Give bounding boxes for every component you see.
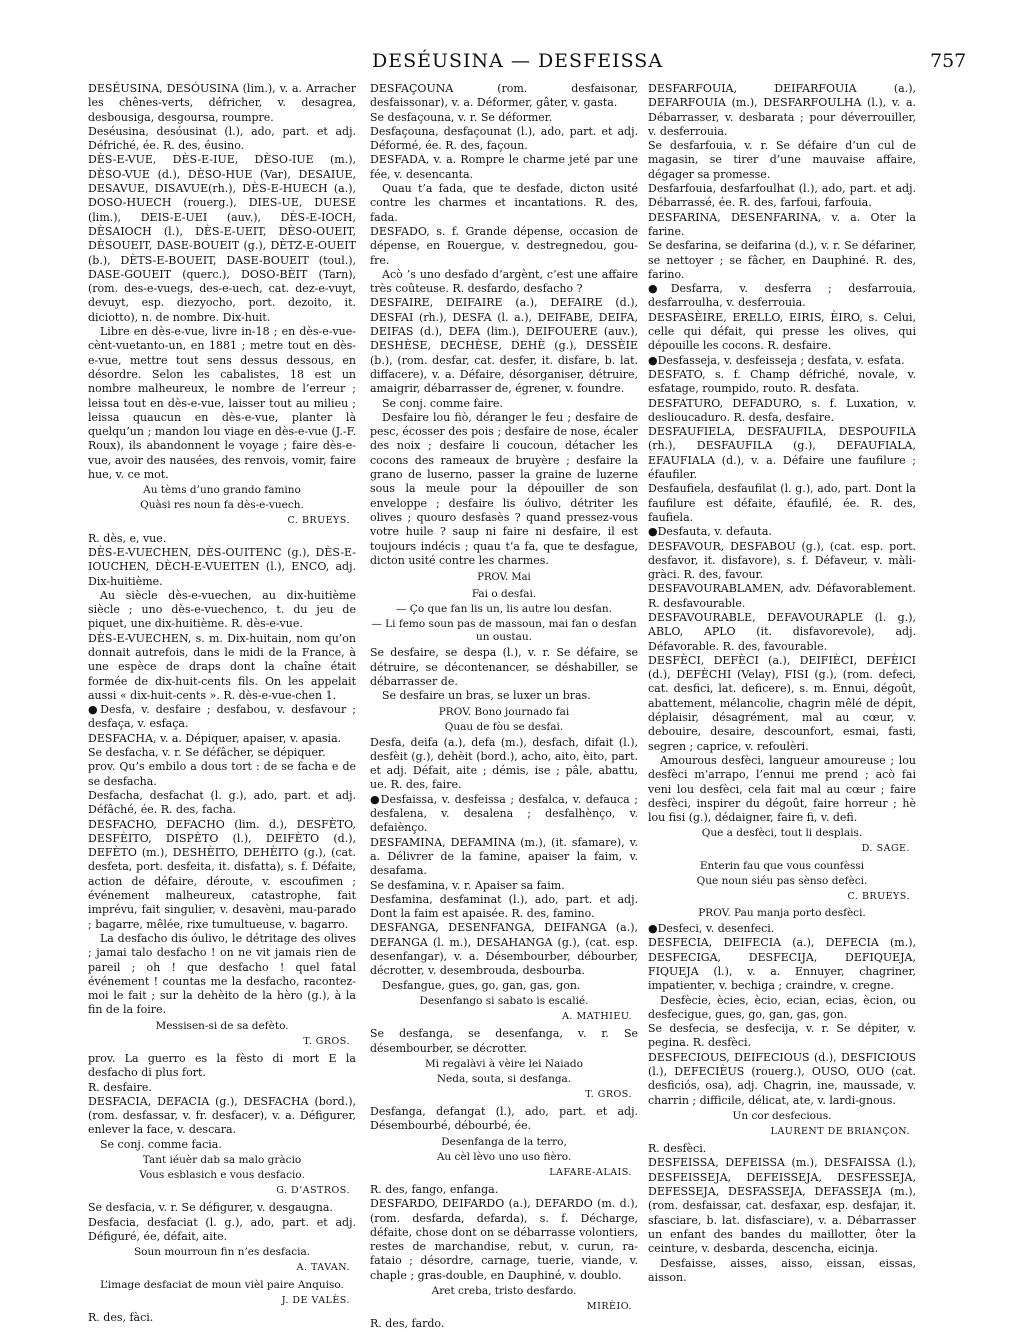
quotation-line: Au cèl lèvo uno uso fièro. [436,1150,572,1163]
dictionary-entry: Se conj. comme faire. [382,396,503,410]
quotation-line: Un cor desfecious. [732,1109,832,1122]
dictionary-entry: prov. La guerro es la fèsto di mort E la desfacho di plus fort. [88,1052,356,1080]
dictionary-entry: Se desfacha, v. r. Se défâcher, se dépiquer. [88,746,326,760]
quotation-line: Mi regalàvi à vèire lei Naiado [425,1057,583,1070]
quotation-line: Aret creba, tristo desfardo. [431,1285,577,1298]
column-left [88,82,356,1324]
quotation-line: L’image desfaciat de moun vièl paire Anquiso. [100,1278,344,1291]
quotation-line: Desenfango si sabato is escalié. [419,994,589,1007]
quotation-author: J. DE VALÈS. [281,1294,350,1306]
dictionary-entry: DESFACHO, DEFACHO (lim. d.), DESFÈTO, DESFÈITO, DISPÈTO (l.), DEIFÈTO (d.), DEFÈTO (m.), DESHÈITO, DEHÈITO (g.), (cat. desfeta, port. desfeita, it. disfatta), s. f. Défaite, action de défaire, déroute, v. escoufimen ; événement malheureux, catastrophe, fait imprévu, fait singulier, v. desavèni, mau-parado ; bagarre, mêlée, rixe tumultueuse, v. bagarro. [88,817,356,931]
dictionary-entry: DESFAIRE, DEIFAIRE (a.), DEFAIRE (d.), DESFAI (rh.), DESFA (l. a.), DEIFABE, DEIFA, DEIFAS (d.), DEFA (lim.), DEIFOUERE (auv.), DESHÈSE, DECHÈSE, DEHÈ (g.), DESSÈIE (b.), (rom. desfar, cat. desfer, it. disfare, b. lat. diffacere), v. a. Défaire, désorganiser, détruire, amaigrir, débarrasser de, égrener, v. foundre. [370,296,638,396]
dictionary-entry: Se desfecia, se desfecija, v. r. Se dépiter, v. pegina. R. desfèci. [648,1022,916,1050]
dictionary-entry: Desfacha, desfachat (l. g.), ado, part. et adj. Défâché, ée. R. des, facha. [88,788,356,817]
quotation-author: LAURENT DE BRIANÇON. [770,1125,910,1137]
dictionary-entry: DESFATO, s. f. Champ défriché, novale, v. esfatage, roumpido, routo. R. desfata. [648,367,916,396]
quotation-author: A. MATHIEU. [562,1010,632,1022]
quotation-author: G. D’ASTROS. [276,1185,350,1197]
dictionary-entry: DESFADA, v. a. Rompre le charme jeté par une fée, v. desencanta. [370,153,638,181]
dictionary-entry: DESFAUFIELA, DESFAUFILA, DESPOUFILA (rh.), DESFAUFILA (g.), DEFAUFIALA, EFAUFIALA (d.), v. a. Défaire une faufilure ; éfaufiler. [648,425,916,482]
dictionary-entry: Desfacia, desfaciat (l. g.), ado, part. et adj. Défiguré, ée, défait, aite. [88,1215,356,1243]
quotation-line: PROV. Pau manja porto desfèci. [698,907,866,920]
dictionary-entry: DESFAVOUR, DESFABOU (g.), (cat. esp. port. desfavor, it. disfavore), s. f. Défaveur, v. màli-gràci. R. des, favour. [648,539,916,582]
quotation-line: PROV. Bono journado fai [438,705,570,718]
page-header [0,50,1024,80]
dictionary-entry: Desfarfouia, desfarfoulhat (l.), ado, part. et adj. Débarrassé, ée. R. des, farfoui, farfouia. [648,182,916,210]
dictionary-entry: La desfacho dis óulivo, le détritage des olives ; jamai talo desfacho ! on ne vit jamais rien de pareil ; oh ! que desfacho ! quel fatal événement ! countas me la desfacho, racontez-moi le fait ; sur la dehèito de la hèro (g.), à la fin de la foire. [88,931,356,1017]
dictionary-entry: R. desfèci. [648,1142,707,1156]
dictionary-entry: Amourous desfèci, langueur amoureuse ; lou desfèci m’arrapo, l’ennui me prend ; acò fai veni lou desfèci, cela fait mal au cœur ; faire desfèci, inspirer du dégoût, faire horreur ; hè lou fisi (g.), dédaigner, faire fi, v. defi. [648,753,916,825]
dictionary-entry: DESFANGA, DESENFANGA, DEIFANGA (a.), DEFANGA (l. m.), DESAHANGA (g.), (cat. esp. desenfangar), v. a. Désembourber, débourber, décrotter, v. desembrouda, desbourba. [370,921,638,978]
running-head: DESÉUSINA — DESFEISSA [372,50,664,72]
dictionary-entry: Se desfanga, se desenfanga, v. r. Se désembourber, se décrotter. [370,1027,638,1055]
dictionary-entry: Desfècie, ècies, ècio, ecian, ecias, ècion, ou desfecigue, gues, go, gan, gas, gon. [648,993,916,1021]
dictionary-entry: ●Desfauta, v. defauta. [648,525,772,539]
dictionary-entry: DESFÈCI, DEFÈCI (a.), DEIFIÈCI, DEFÈICI (d.), DEFÈCHI (Velay), FISI (g.), (rom. defeci, cat. desfici, lat. deficere), s. m. Ennui, dégoût, abattement, mélancolie, chagrin mêlé de dépit, déplaisir, désagrément, mal au cœur, v. debouire, desaire, descounfort, esmai, fasti, segren ; caprice, v. refoulèri. [648,653,916,753]
dictionary-entry: R. desfaire. [88,1080,152,1094]
column-right [648,82,916,1282]
quotation-author: T. GROS. [303,1035,350,1047]
dictionary-entry: Se desfaire, se despa (l.), v. r. Se défaire, se détruire, se décontenancer, se déshabiller, se débarrasser de. [370,646,638,688]
dictionary-entry: ●Desfa, v. desfaire ; desfabou, v. desfavour ; desfaça, v. esfaça. [88,703,356,731]
dictionary-entry: Desfaçouna, desfaçounat (l.), ado, part. et adj. Déformé, ée. R. des, façoun. [370,124,638,153]
dictionary-entry: ●Desfeci, v. desenfeci. [648,922,775,936]
dictionary-entry: DESFACHA, v. a. Dépiquer, apaiser, v. apasia. [88,731,342,745]
quotation-line: Soun mourroun fin n’es desfacia. [133,1246,311,1259]
dictionary-entry: R. des, fàci. [88,1310,154,1324]
dictionary-entry: Au siècle dès-e-vuechen, au dix-huitième siècle ; uno dès-e-vuechenco, t. du jeu de piquet, une dix-huitième. R. dès-e-vue. [88,588,356,631]
dictionary-entry: Se desfacia, v. r. Se défigurer, v. desgaugna. [88,1201,333,1215]
quotation-line: Quàsi res noun fa dès-e-vuech. [140,499,304,512]
dictionary-entry: Libre en dès-e-vue, livre in-18 ; en dès-e-vue-cènt-vuetanto-un, en 1881 ; metre tout en dès-e-vue, mettre tout sens dessus dessous, en désordre. Selon les cabalistes, 18 est un nombre malheureux, le nombre de l’erreur ; leissa tout en dès-e-vue, laisser tout au milieu ; leissa quaucun en dès-e-vue, planter là quelqu’un ; mandon lou viage en dès-e-vue (J.-F. Roux), ils abandonnent le voyage ; faire dès-e-vue, avoir des nausées, des renvois, vomir, faire hue, v. ce mot. [88,325,356,482]
quotation-line: Au tèms d’uno grando famino [143,484,301,497]
quotation-author: LAFARE-ALAIS. [549,1166,632,1178]
dictionary-entry: Se desfamina, v. r. Apaiser sa faim. [370,878,565,892]
dictionary-entry: DÈS-E-VUECHEN, s. m. Dix-huitain, nom qu’on donnait autrefois, dans le midi de la France, à une espèce de draps dont la chaîne était formée de dix-huit-cents fils. On les appelait aussi « dix-huit-cents ». R. dès-e-vue-chen 1. [88,631,356,702]
dictionary-entry: DESFEISSA, DEFEISSA (m.), DESFAISSA (l.), DESFEISSEJA, DEFEISSEJA, DESFESSEJA, DEFESSEJA, DESFASSEJA, DEFASSEJA (m.), (rom. desfaissar, cat. desfaxar, esp. desfajar, it. sfasciare, b. lat. disfasciare), v. a. Débarrasser un enfant des bandes du maillotter, ôter la ceinture, v. desbarda, descencha, eicinja. [648,1156,916,1256]
dictionary-entry: DESFECIA, DEIFECIA (a.), DEFECIA (m.), DESFECIGA, DESFECIJA, DEFIQUEJA, FIQUEJA (l.), v. a. Ennuyer, chagriner, impatienter, v. bechiga ; craindre, v. cregne. [648,936,916,993]
quotation-author: D. SAGE. [861,843,910,855]
dictionary-entry: Desfaufiela, desfaufilat (l. g.), ado, part. Dont la faufilure est défaite, éfaufilé, ée. R. des, faufiela. [648,482,916,524]
quotation-line: — Li femo soun pas de massoun, mai fan o desfan un oustau. [371,618,637,644]
dictionary-entry: DESFAMINA, DEFAMINA (m.), (it. sfamare), v. a. Délivrer de la famine, apaiser la faim, v. desafama. [370,835,638,878]
dictionary-entry: ●Desfarra, v. desferra ; desfarrouia, desfarroulha, v. desferrouia. [648,282,916,310]
quotation-line: — Ço que fan lis un, lis autre lou desfan. [395,603,613,616]
dictionary-entry: DESFASÈIRE, ERELLO, EIRIS, ÈIRO, s. Celui, celle qui défait, qui presse les olives, qui dépouille les cocons. R. desfaire. [648,310,916,353]
dictionary-entry: DESFECIOUS, DEIFECIOUS (d.), DESFICIOUS (l.), DEFECIÈUS (rouerg.), OUSO, OUO (cat. desficiós, osa), adj. Chagrin, ine, maussade, v. charrin ; difficile, délicat, ate, v. lardi-gnous. [648,1050,916,1107]
dictionary-entry: R. des, fango, enfanga. [370,1183,499,1196]
quotation-line: Que a desfèci, tout li desplais. [701,827,863,840]
dictionary-entry: R. dès, e, vue. [88,531,167,545]
quotation-author: T. GROS. [585,1088,632,1100]
proverb-heading: PROV. Mai [477,572,531,584]
dictionary-entry: Desfaisse, aisses, aisso, eissan, eissas, aisson. [648,1256,916,1284]
dictionary-entry: Desfa, deifa (a.), defa (m.), desfach, difait (l.), desfèit (g.), dehèit (bord.), acho, aito, èito, part. et adj. Défait, aite ; démis, ise ; pâle, abattu, ue. R. des, faire. [370,735,638,792]
quotation-line: Tant iéuèr dab sa malo gràcio [142,1154,302,1167]
dictionary-entry: prov. Qu’s embilo a dous tort : de se facha e de se desfacha. [88,760,356,788]
quotation-line: Messisen-si de sa defèto. [155,1019,289,1032]
quotation-line: Quau de fòu se desfai. [444,720,564,733]
dictionary-entry: DÈS-E-VUE, DÈS-E-IUE, DÈSO-IUE (m.), DÈSO-VUE (d.), DÈSO-HUE (Var), DESAIUE, DESAVUE, DISAVUE(rh.), DÈS-E-HUECH (a.), DOSO-HUECH (rouerg.), DIES-UE, DUESE (lim.), DEIS-E-UEI (auv.), DÈS-E-IOCH, DÈSAIOCH (l.), DÈS-E-UEIT, DÈSO-OUEIT, DÈSOUEIT, DASE-BOUEIT (g.), DÈTZ-E-OUEIT (b.), DÈTS-E-BOUEIT, DASE-BOUEIT (toul.), DASE-GOUEIT (querc.), DOSO-BÈIT (Tarn), (rom. des-e-vuegs, des-e-uech, cat. dez-e-vuyt, devuyt, esp. diezyocho, port. dezoito, it. diciotto), n. de nombre. Dix-huit. [88,153,356,324]
dictionary-entry: Desfaire lou fiò, déranger le feu ; desfaire de pesc, écosser des pois ; desfaire de nose, écaler des noix ; desfaire li coucoun, détacher les cocons des rameaux de bruyère ; desfaire la grano de luserno, passer la graine de luzerne sous la meule pour la dépouiller de son enveloppe ; desfaire lis óulivo, détriter les olives ; quouro desfasès ? quand pressez-vous votre huile ? saup ni faire ni desfaire, il est toujours indécis ; quau t’a fa, que te desfague, dicton usité contre les charmes. [370,410,638,567]
dictionary-entry: DESFARDO, DEIFARDO (a.), DEFARDO (m. d.), (rom. desfarda, defarda), s. f. Décharge, défaite, chose dont on se débarrasse volontiers, restes de marchandise, rebut, v. curun, ra-fataio ; désordre, carnage, tuerie, viande, v. chaple ; gras-double, en Dauphiné, v. doublo. [370,1197,638,1282]
dictionary-entry: DESFADO, s. f. Grande dépense, occasion de dépense, en Rouergue, v. destregnedou, gou-fre. [370,224,638,267]
page-number: 757 [930,50,967,72]
dictionary-entry: Se desfarfouia, v. r. Se défaire d’un cul de magasin, se tirer d’une mauvaise affaire, dégager sa promesse. [648,139,916,181]
quotation-line: Neda, souta, si desfanga. [436,1072,572,1085]
quotation-line: Desenfanga de la terro, [441,1135,567,1148]
dictionary-entry: Desfanga, defangat (l.), ado, part. et adj. Désembourbé, débourbé, ée. [370,1105,638,1133]
dictionary-entry: Se desfaire un bras, se luxer un bras. [382,689,591,703]
dictionary-entry: DESFATURO, DEFADURO, s. f. Luxation, v. deslioucaduro. R. desfa, desfaire. [648,396,916,424]
dictionary-entry: Deséusina, desóusinat (l.), ado, part. et adj. Défriché, ée. R. des, éusino. [88,124,356,153]
quotation-author: C. BRUEYS. [847,890,910,902]
dictionary-entry: Desfangue, gues, go, gan, gas, gon. [382,978,581,992]
dictionary-entry: Se conj. comme facia. [100,1137,222,1151]
dictionary-entry: DESÉUSINA, DESÓUSINA (lim.), v. a. Arracher les chênes-verts, défricher, v. desagrea, desbousiga, desgoursa, roumpre. [88,82,356,124]
dictionary-entry: ●Desfasseja, v. desfeisseja ; desfata, v. esfata. [648,353,905,367]
dictionary-entry: DESFARINA, DESENFARINA, v. a. Oter la farine. [648,210,916,238]
quotation-line: Que noun siéu pas sènso defèci. [696,874,868,887]
quotation-author: A. TAVAN. [296,1262,350,1274]
dictionary-entry: DESFACIA, DEFACIA (g.), DESFACHA (bord.), (rom. desfassar, v. fr. desfacer), v. a. Défigurer, enlever la face, v. descara. [88,1094,356,1137]
quotation-line: Vous esblasich e vous desfacio. [139,1169,305,1182]
dictionary-entry: ●Desfaissa, v. desfeissa ; desfalca, v. defauca ; desfalena, v. desalena ; desfalhènço, v. defaiènço. [370,792,638,835]
dictionary-entry: DESFAÇOUNA (rom. desfaisonar, desfaissonar), v. a. Déformer, gâter, v. gasta. [370,82,638,110]
dictionary-entry: DÈS-E-VUECHEN, DÈS-OUITENC (g.), DÈS-E-IOUCHEN, DÈCH-E-VUEITEN (l.), ENCO, adj. Dix-huitième. [88,545,356,588]
dictionary-entry: Desfamina, desfaminat (l.), ado, part. et adj. Dont la faim est apaisée. R. des, famino. [370,892,638,921]
dictionary-entry: DESFAVOURABLE, DEFAVOURAPLE (l. g.), ABLO, APLO (it. disfavorevole), adj. Défavorable. R. des, favourable. [648,610,916,653]
dictionary-entry: DESFAVOURABLAMEN, adv. Défavorablement. R. desfavourable. [648,582,916,610]
dictionary-entry: Quau t’a fada, que te desfade, dicton usité contre les charmes et incantations. R. des, fada. [370,182,638,224]
quotation-author: C. BRUEYS. [287,515,350,527]
column-middle [370,82,638,1331]
quotation-author: MIRÈIO. [586,1301,632,1313]
quotation-line: Fai o desfai. [471,588,537,601]
dictionary-entry: R. des, fardo. [370,1317,445,1331]
dictionary-entry: Se desfaçouna, v. r. Se déformer. [370,110,553,124]
dictionary-entry: Acò ’s uno desfado d’argènt, c’est une affaire très coûteuse. R. desfardo, desfacho ? [370,267,638,296]
quotation-line: Enterin fau que vous counfèssi [699,859,865,872]
dictionary-entry: DESFARFOUIA, DEIFARFOUIA (a.), DEFARFOUIA (m.), DESFARFOULHA (l.), v. a. Débarrasser, v. desbarata ; pour déverrouiller, v. desferrouia. [648,82,916,138]
dictionary-entry: Se desfarina, se deifarina (d.), v. r. Se défariner, se nettoyer ; se fâcher, en Dauphiné. R. des, farino. [648,239,916,281]
